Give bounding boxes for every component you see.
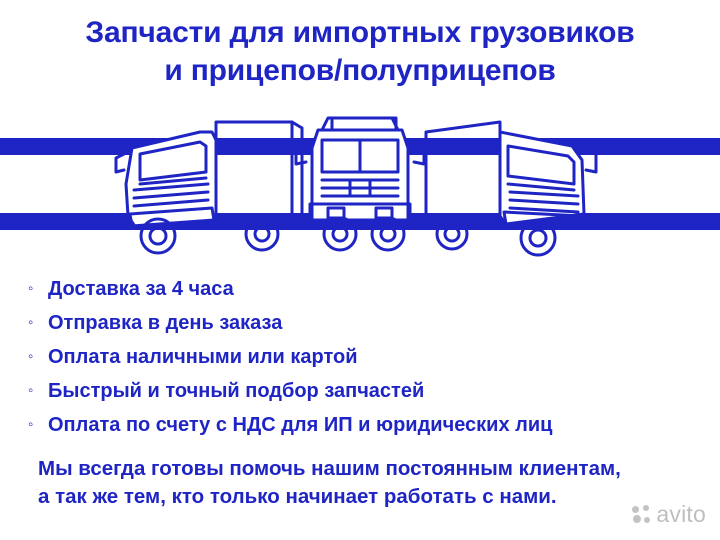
footer-message-line-1: Мы всегда готовы помочь нашим постоянным клиентам,	[38, 457, 621, 480]
avito-watermark-label: avito	[656, 501, 706, 527]
list-item	[28, 312, 698, 334]
three-trucks-illustration	[96, 88, 636, 268]
bullet-marker-icon: ◦	[28, 416, 34, 433]
bullet-marker-icon: ◦	[28, 348, 34, 365]
footer-message-line-2: а так же тем, кто только начинает работать с нами.	[38, 484, 557, 508]
page-title-line-2: и прицепов/полуприцепов	[164, 54, 556, 88]
page-title-line-1: Запчасти для импортных грузовиков	[85, 16, 635, 49]
footer-message	[38, 455, 698, 510]
list-item	[28, 278, 698, 300]
bullet-marker-icon: ◦	[28, 382, 34, 399]
list-item	[28, 346, 698, 368]
list-item-label: Быстрый и точный подбор запчастей	[48, 380, 425, 402]
truck-center	[296, 118, 424, 250]
page-title	[0, 14, 720, 91]
list-item-label: Оплата наличными или картой	[48, 346, 358, 368]
list-item-label: Оплата по счету с НДС для ИП и юридических лиц	[48, 414, 553, 436]
avito-logo-icon	[632, 505, 652, 525]
avito-watermark	[632, 501, 706, 528]
list-item	[28, 380, 698, 402]
bullet-marker-icon: ◦	[28, 314, 34, 331]
list-item-label: Отправка в день заказа	[48, 312, 283, 334]
bullet-marker-icon: ◦	[28, 280, 34, 297]
list-item	[28, 414, 698, 436]
truck-left	[116, 122, 302, 253]
feature-list	[28, 278, 698, 448]
list-item-label: Доставка за 4 часа	[48, 278, 234, 300]
truck-right	[426, 122, 596, 255]
